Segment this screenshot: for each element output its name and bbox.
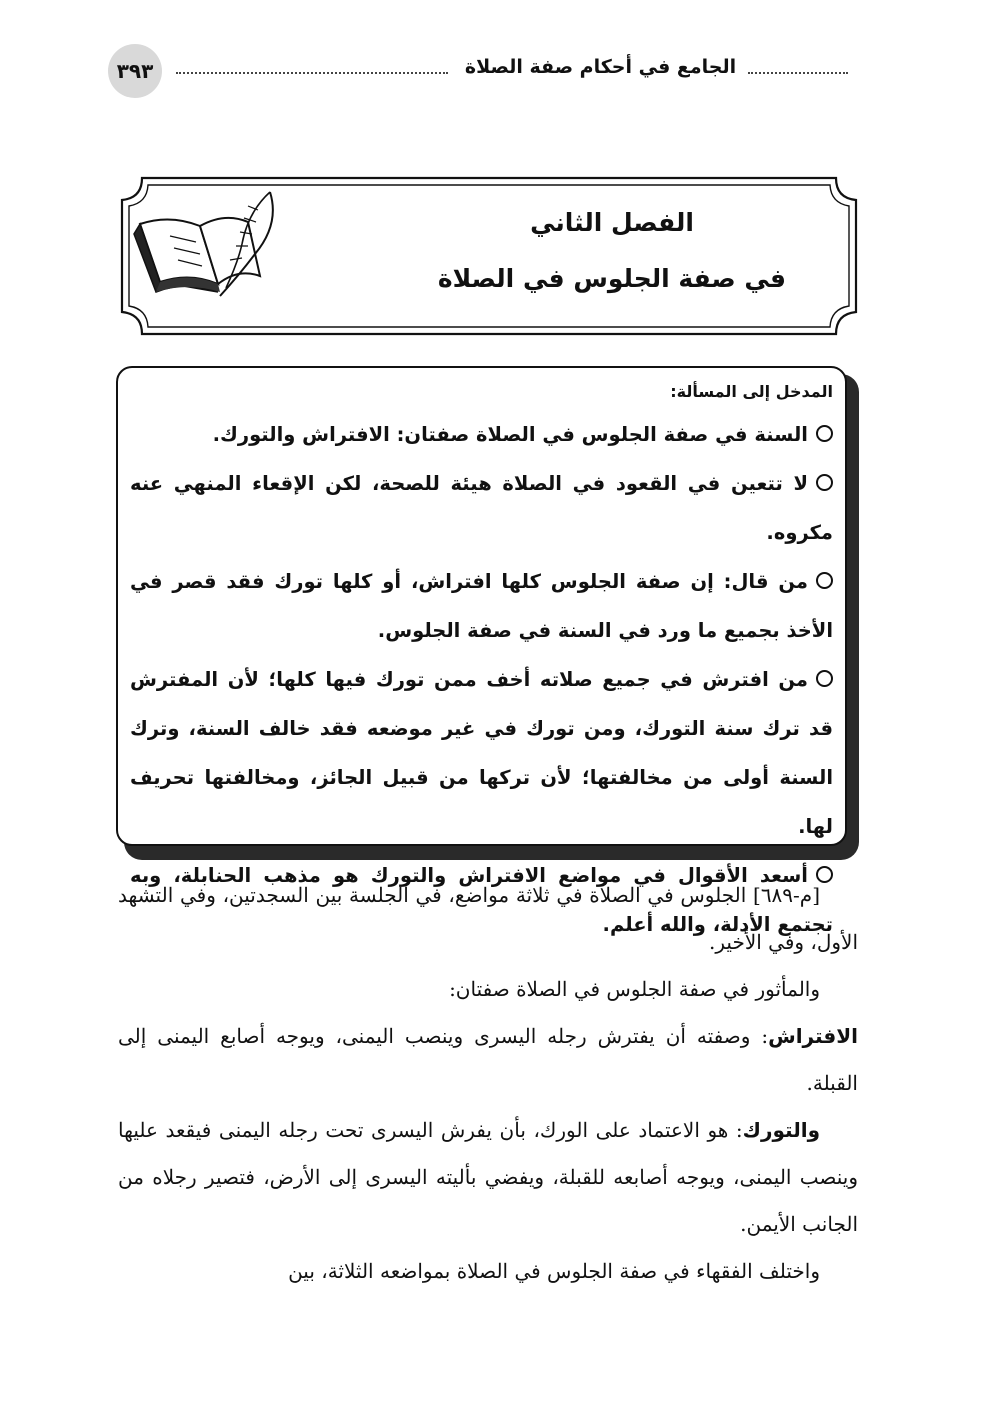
summary-heading: المدخل إلى المسألة: xyxy=(670,382,833,401)
term-iftirash: الافتراش xyxy=(768,1024,858,1048)
header-dotted-rule-left xyxy=(176,72,448,74)
paragraph-iftirash: الافتراش: وصفته أن يفترش رجله اليسرى وينصب اليمنى، ويوجه أصابع اليمنى إلى القبلة. xyxy=(118,1024,858,1095)
running-header xyxy=(108,44,848,102)
paragraph-two-forms: والمأثور في صفة الجلوس في الصلاة صفتان: xyxy=(449,977,820,1001)
header-dotted-rule-right xyxy=(748,72,848,74)
bullet-circle-icon xyxy=(816,425,833,442)
bullet-circle-icon xyxy=(816,572,833,589)
chapter-subtitle: في صفة الجلوس في الصلاة xyxy=(437,264,787,293)
term-tawarruk: والتورك xyxy=(742,1118,820,1142)
summary-point: السنة في صفة الجلوس في الصلاة صفتان: الافتراش والتورك. xyxy=(130,410,833,459)
summary-point: لا تتعين في القعود في الصلاة هيئة للصحة، لكن الإقعاء المنهي عنه مكروه. xyxy=(130,472,833,544)
summary-point: أسعد الأقوال في مواضع الافتراش والتورك هو مذهب الحنابلة، وبه تجتمع الأدلة، والله أعلم. xyxy=(130,864,833,936)
paragraph-tawarruk: والتورك: هو الاعتماد على الورك، بأن يفرش اليسرى تحت رجله اليمنى فيقعد عليها وينصب اليمنى، ويوجه أصابعه للقبلة، ويفضي بأليته اليسرى إلى الأرض، فتصير رجلاه من الجانب الأيمن. xyxy=(118,1118,858,1236)
paragraph-disagreement: واختلف الفقهاء في صفة الجلوس في الصلاة بمواضعه الثلاثة، بين xyxy=(288,1259,820,1283)
summary-point: من افترش في جميع صلاته أخف ممن تورك فيها كلها؛ لأن المفترش قد ترك سنة التورك، ومن تورك في غير موضعه فقد خالف السنة، وترك السنة أولى من مخالفتها؛ لأن تركها من قبيل الجائز، ومخالفتها تحريف لها. xyxy=(130,668,833,838)
bullet-circle-icon xyxy=(816,474,833,491)
paragraph-sitting-positions: [م-٦٨٩] الجلوس في الصلاة في ثلاثة مواضع، في الجلسة بين السجدتين، وفي التشهد الأول، وفي الأخير. xyxy=(118,883,858,954)
page-number: ٣٩٣ xyxy=(108,44,162,98)
chapter-frame xyxy=(112,176,866,336)
summary-point: من قال: إن صفة الجلوس كلها افتراش، أو كلها تورك فقد قصر في الأخذ بجميع ما ورد في السنة في صفة الجلوس. xyxy=(130,570,833,642)
book-and-quill-icon xyxy=(130,184,280,304)
bullet-circle-icon xyxy=(816,670,833,687)
chapter-title: الفصل الثاني xyxy=(530,208,694,237)
body-text xyxy=(118,872,858,1295)
book-title: الجامع في أحكام صفة الصلاة xyxy=(464,56,737,78)
